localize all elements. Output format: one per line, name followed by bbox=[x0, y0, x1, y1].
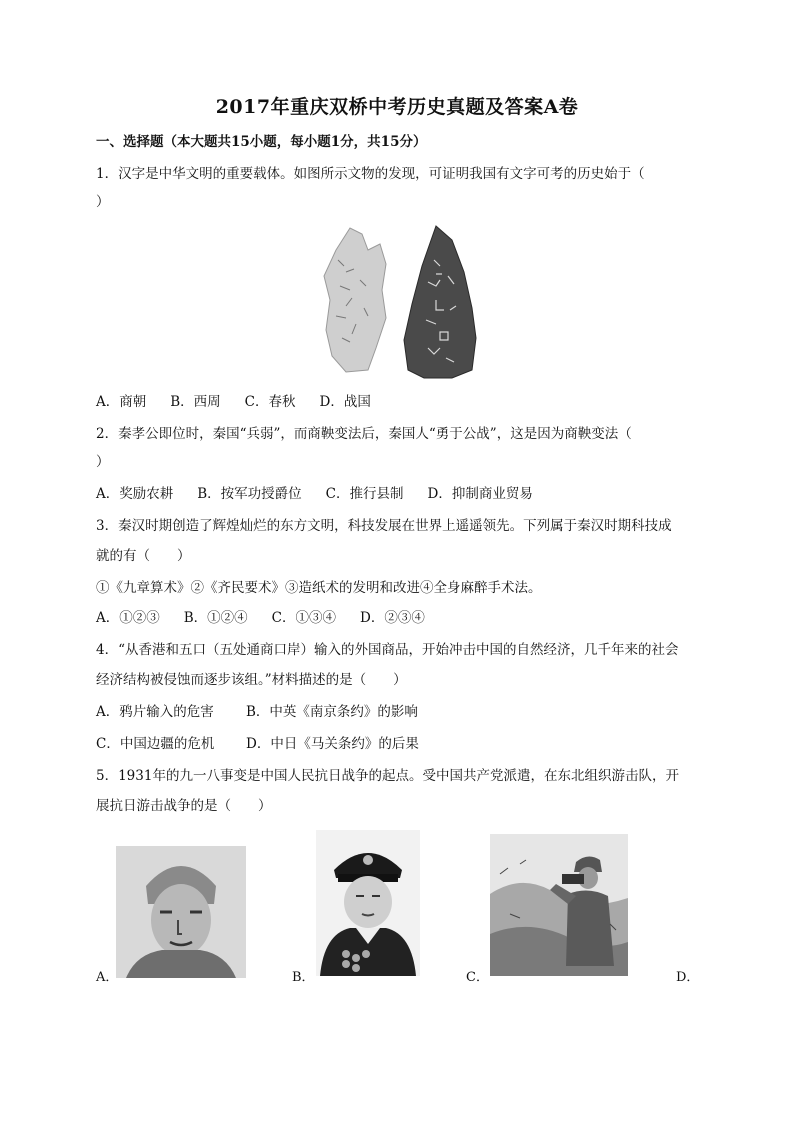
field-photo-c[interactable] bbox=[490, 834, 628, 976]
page-title: 2017年重庆双桥中考历史真题及答案A卷 bbox=[215, 96, 579, 118]
q5-label-b[interactable]: B． bbox=[292, 970, 315, 985]
q5-text-cont: 展抗日游击战争的是（ ） bbox=[96, 798, 272, 814]
q1-options bbox=[96, 392, 706, 412]
q1-text: 1．汉字是中华文明的重要载体。如图所示文物的发现，可证明我国有文字可考的历史始于（ bbox=[96, 166, 645, 182]
q4-text-cont: 经济结构被侵蚀而逐步该组。”材料描述的是（ ） bbox=[96, 672, 407, 688]
q3-option-c[interactable]: C．①③④ bbox=[271, 610, 337, 626]
q1-option-a[interactable]: A．商朝 bbox=[96, 394, 147, 410]
portrait-photo-b[interactable] bbox=[316, 830, 420, 976]
q2-options bbox=[96, 484, 706, 504]
q3-option-a[interactable]: A．①②③ bbox=[96, 610, 160, 626]
q2-option-a[interactable]: A．奖励农耕 bbox=[96, 486, 174, 502]
q5-label-c[interactable]: C． bbox=[466, 970, 489, 985]
q4-options-row1 bbox=[96, 702, 706, 722]
q1-option-d[interactable]: D．战国 bbox=[319, 394, 371, 410]
q2-option-d[interactable]: D．抑制商业贸易 bbox=[427, 486, 533, 502]
q3-text: 3．秦汉时期创造了辉煌灿烂的东方文明，科技发展在世界上遥遥领先。下列属于秦汉时期科技成 bbox=[96, 518, 672, 534]
q3-option-b[interactable]: B．①②④ bbox=[183, 610, 248, 626]
q1-option-b[interactable]: B．西周 bbox=[170, 394, 221, 410]
oracle-bone-figure bbox=[316, 220, 482, 380]
oracle-bone-right bbox=[404, 226, 476, 378]
q2-option-c[interactable]: C．推行县制 bbox=[325, 486, 404, 502]
q4-option-d[interactable]: D．中日《马关条约》的后果 bbox=[246, 736, 419, 752]
q4-option-a[interactable]: A．鸦片输入的危害 bbox=[96, 704, 214, 720]
section-heading: 一、选择题（本大题共15小题，每小题1分，共15分） bbox=[96, 134, 427, 150]
q2-text: 2．秦孝公即位时，秦国“兵弱”，而商鞅变法后，秦国人“勇于公战”，这是因为商鞅变法（ bbox=[96, 426, 632, 442]
q4-text: 4．“从香港和五口（五处通商口岸）输入的外国商品，开始冲击中国的自然经济，几千年来的社会 bbox=[96, 642, 679, 658]
q3-text-cont: 就的有（ ） bbox=[96, 548, 191, 564]
q3-items: ①《九章算术》②《齐民要术》③造纸术的发明和改进④全身麻醉手术法。 bbox=[96, 580, 542, 596]
q1-option-c[interactable]: C．春秋 bbox=[244, 394, 296, 410]
q5-label-a[interactable]: A． bbox=[96, 970, 119, 985]
q1-text-cont: ） bbox=[96, 194, 110, 210]
q4-option-b[interactable]: B．中英《南京条约》的影响 bbox=[246, 704, 418, 720]
q3-options bbox=[96, 608, 706, 628]
q2-text-cont: ） bbox=[96, 454, 110, 470]
q3-option-d[interactable]: D．②③④ bbox=[360, 610, 425, 626]
portrait-photo-a[interactable] bbox=[116, 846, 246, 978]
q4-options-row2 bbox=[96, 734, 706, 754]
q4-option-c[interactable]: C．中国边疆的危机 bbox=[96, 736, 215, 752]
oracle-bone-left bbox=[324, 228, 386, 372]
q2-option-b[interactable]: B．按军功授爵位 bbox=[197, 486, 302, 502]
q5-label-d[interactable]: D． bbox=[676, 970, 700, 985]
q5-text: 5．1931年的九一八事变是中国人民抗日战争的起点。受中国共产党派遣，在东北组织游击队，开 bbox=[96, 768, 679, 784]
